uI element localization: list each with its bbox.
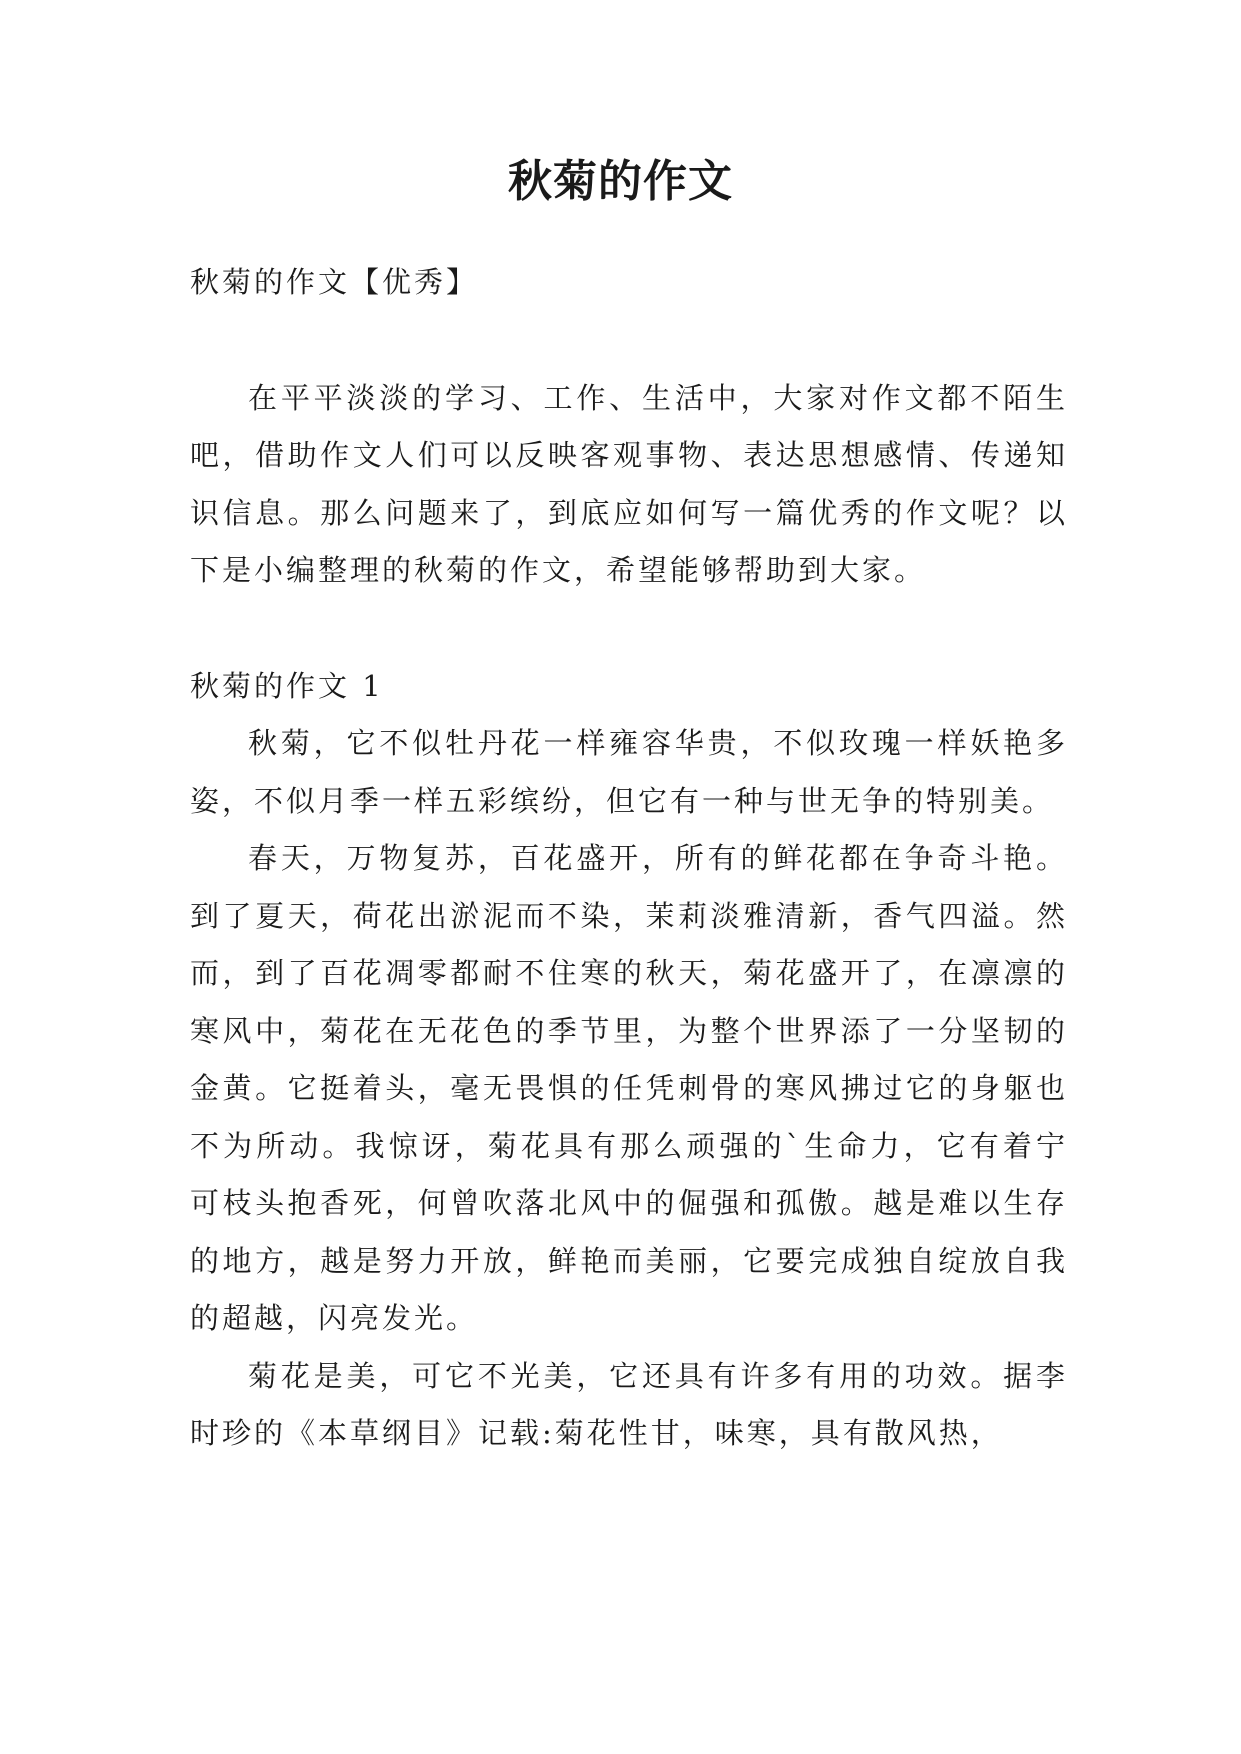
intro-paragraph: 在平平淡淡的学习、工作、生活中，大家对作文都不陌生吧，借助作文人们可以反映客观事物、表达思想感情、传递知识信息。那么问题来了，到底应如何写一篇优秀的作文呢？以下是小编整理的秋菊的作文，希望能够帮助到大家。 (190, 380, 1068, 587)
body-paragraph-3: 菊花是美，可它不光美，它还具有许多有用的功效。据李时珍的《本草纲目》记载:菊花性甘，味寒，具有散风热， (190, 1358, 1068, 1450)
document-body (190, 254, 1068, 1463)
spacer (190, 312, 1068, 370)
document-title: 秋菊的作文 (508, 156, 733, 207)
body-paragraph-1: 秋菊，它不似牡丹花一样雍容华贵，不似玫瑰一样妖艳多姿，不似月季一样五彩缤纷，但它有一种与世无争的特别美。 (190, 726, 1068, 818)
section-heading: 秋菊的作文 1 (190, 668, 384, 703)
document-subtitle: 秋菊的作文【优秀】 (190, 265, 479, 299)
spacer (190, 600, 1068, 658)
body-paragraph-2: 春天，万物复苏，百花盛开，所有的鲜花都在争奇斗艳。到了夏天，荷花出淤泥而不染，茉莉淡雅清新，香气四溢。然而，到了百花凋零都耐不住寒的秋天，菊花盛开了，在凛凛的寒风中，菊花在无花色的季节里，为整个世界添了一分坚韧的金黄。它挺着头，毫无畏惧的任凭刺骨的寒风拂过它的身躯也不为所动。我惊讶，菊花具有那么顽强的`生命力，它有着宁可枝头抱香死，何曾吹落北风中的倔强和孤傲。越是难以生存的地方，越是努力开放，鲜艳而美丽，它要完成独自绽放自我的超越，闪亮发光。 (190, 841, 1068, 1335)
